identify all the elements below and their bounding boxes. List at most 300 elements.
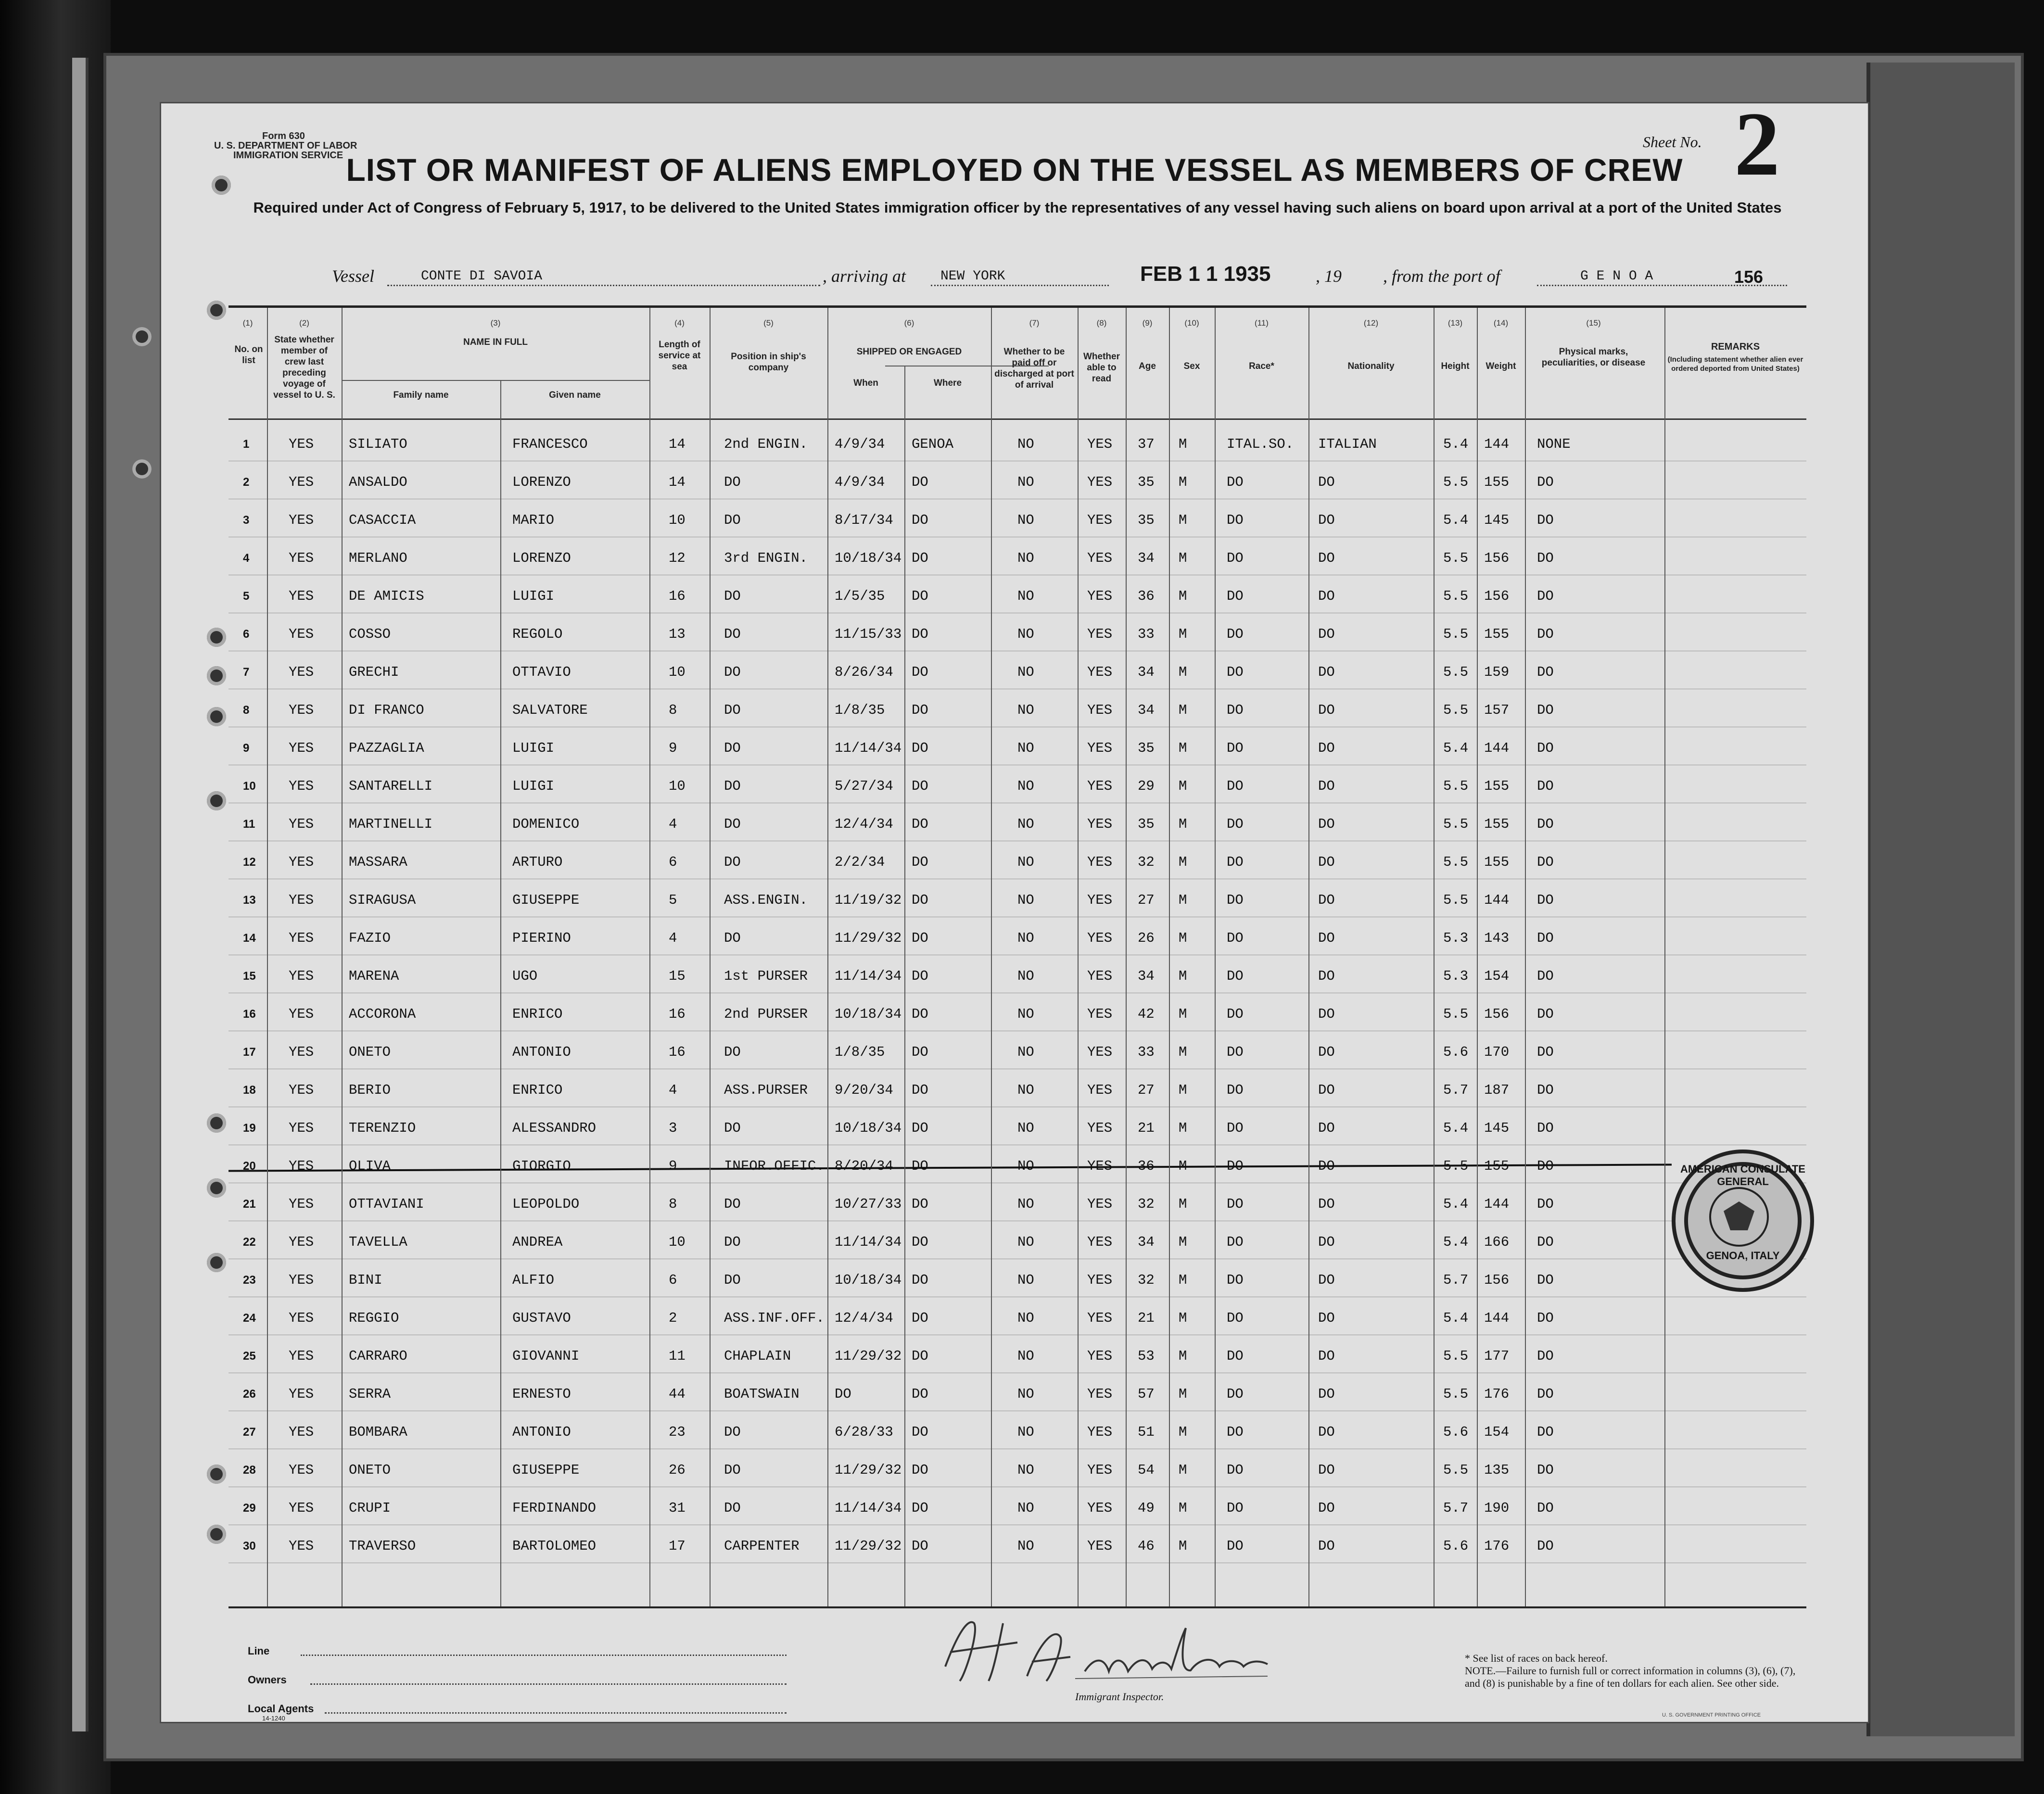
cell-race: DO <box>1227 778 1244 794</box>
column-divider <box>649 308 650 1606</box>
col-4-header: Length of service at sea <box>658 340 701 372</box>
cell-position: DO <box>724 1234 741 1250</box>
cell-able-to-read: YES <box>1087 968 1113 984</box>
cell-position: DO <box>724 1044 741 1060</box>
col-5-header: Position in ship's company <box>731 352 806 373</box>
cell-able-to-read: YES <box>1087 1006 1113 1022</box>
cell-family-name: GRECHI <box>349 664 399 680</box>
cell-service-length: 12 <box>669 550 686 566</box>
punch-hole <box>207 1178 226 1198</box>
cell-shipped-when: 12/4/34 <box>835 816 893 832</box>
cell-position: DO <box>724 854 741 870</box>
cell-given-name: ERNESTO <box>512 1386 571 1402</box>
table-row <box>229 613 1806 651</box>
cell-given-name: OTTAVIO <box>512 664 571 680</box>
cell-given-name: LUIGI <box>512 588 555 604</box>
cell-shipped-when: 8/20/34 <box>835 1158 893 1174</box>
cell-physical-marks: DO <box>1537 1006 1554 1022</box>
cell-race: DO <box>1227 664 1244 680</box>
sheet-number: 2 <box>1734 94 1780 195</box>
cell-shipped-where: DO <box>912 1462 928 1478</box>
cell-sex: M <box>1179 892 1187 908</box>
family-name-header: Family name <box>393 390 449 400</box>
cell-weight: 156 <box>1484 1006 1510 1022</box>
punch-hole <box>207 791 226 810</box>
table-row <box>229 841 1806 879</box>
cell-height: 5.5 <box>1443 1386 1469 1402</box>
table-row <box>229 1183 1806 1221</box>
cell-nationality: DO <box>1318 1424 1335 1440</box>
cell-previous-voyage: YES <box>289 1348 314 1364</box>
cell-position: DO <box>724 588 741 604</box>
cell-shipped-when: 11/14/34 <box>835 740 902 756</box>
cell-able-to-read: YES <box>1087 512 1113 528</box>
cell-shipped-where: DO <box>912 626 928 642</box>
cell-position: DO <box>724 816 741 832</box>
cell-position: DO <box>724 626 741 642</box>
cell-shipped-where: DO <box>912 968 928 984</box>
races-note: * See list of races on back hereof. <box>1465 1652 1608 1664</box>
cell-shipped-when: DO <box>835 1386 851 1402</box>
cell-position: DO <box>724 1500 741 1516</box>
manifest-sheet <box>161 94 1868 1722</box>
cell-age: 32 <box>1138 854 1155 870</box>
cell-height: 5.5 <box>1443 816 1469 832</box>
col-9-header: Age <box>1139 361 1156 371</box>
cell-service-length: 14 <box>669 474 686 490</box>
cell-physical-marks: DO <box>1537 588 1554 604</box>
cell-nationality: DO <box>1318 1044 1335 1060</box>
cell-physical-marks: DO <box>1537 892 1554 908</box>
cell-nationality: ITALIAN <box>1318 436 1377 452</box>
cell-height: 5.5 <box>1443 702 1469 718</box>
cell-age: 53 <box>1138 1348 1155 1364</box>
cell-physical-marks: DO <box>1537 1424 1554 1440</box>
cell-physical-marks: DO <box>1537 1462 1554 1478</box>
cell-paid-off: NO <box>1017 474 1034 490</box>
cell-family-name: OLIVA <box>349 1158 391 1174</box>
cell-shipped-where: DO <box>912 930 928 946</box>
cell-paid-off: NO <box>1017 1538 1034 1554</box>
cell-previous-voyage: YES <box>289 930 314 946</box>
cell-nationality: DO <box>1318 474 1335 490</box>
cell-shipped-when: 1/8/35 <box>835 1044 885 1060</box>
cell-height: 5.5 <box>1443 778 1469 794</box>
punch-hole <box>207 707 226 726</box>
cell-sex: M <box>1179 854 1187 870</box>
cell-height: 5.3 <box>1443 930 1469 946</box>
column-divider <box>1434 308 1435 1606</box>
cell-family-name: ONETO <box>349 1462 391 1478</box>
cell-paid-off: NO <box>1017 1310 1034 1326</box>
cell-family-name: CASACCIA <box>349 512 416 528</box>
vessel-name: CONTE DI SAVOIA <box>387 269 820 286</box>
service-name: IMMIGRATION SERVICE <box>233 150 343 161</box>
cell-height: 5.5 <box>1443 626 1469 642</box>
cell-paid-off: NO <box>1017 968 1034 984</box>
list-number: 156 <box>1734 267 1764 287</box>
cell-age: 54 <box>1138 1462 1155 1478</box>
cell-height: 5.5 <box>1443 1462 1469 1478</box>
cell-race: DO <box>1227 1120 1244 1136</box>
col-1-header: No. on list <box>234 344 263 366</box>
cell-able-to-read: YES <box>1087 1386 1113 1402</box>
form-number: Form 630 <box>262 131 305 141</box>
column-divider <box>1169 308 1170 1606</box>
cell-shipped-where: GENOA <box>912 436 954 452</box>
cell-family-name: BINI <box>349 1272 382 1288</box>
cell-shipped-where: DO <box>912 740 928 756</box>
cell-height: 5.7 <box>1443 1500 1469 1516</box>
cell-given-name: FERDINANDO <box>512 1500 597 1516</box>
document-subtitle: Required under Act of Congress of February 5, 1917, to be delivered to the United States immigration officer by the representatives of any vessel having such aliens on board upon arrival at a port of the United States <box>253 199 1782 216</box>
cell-race: DO <box>1227 1500 1244 1516</box>
cell-shipped-when: 6/28/33 <box>835 1424 893 1440</box>
cell-position: ASS.ENGIN. <box>724 892 808 908</box>
cell-paid-off: NO <box>1017 892 1034 908</box>
cell-list-number: 18 <box>243 1084 256 1097</box>
cell-service-length: 2 <box>669 1310 677 1326</box>
cell-given-name: ENRICO <box>512 1006 563 1022</box>
cell-list-number: 4 <box>243 552 250 565</box>
cell-paid-off: NO <box>1017 1120 1034 1136</box>
cell-race: DO <box>1227 1462 1244 1478</box>
cell-race: DO <box>1227 1424 1244 1440</box>
cell-shipped-when: 4/9/34 <box>835 474 885 490</box>
cell-able-to-read: YES <box>1087 1462 1113 1478</box>
cell-shipped-where: DO <box>912 588 928 604</box>
cell-physical-marks: DO <box>1537 854 1554 870</box>
cell-race: DO <box>1227 1196 1244 1212</box>
cell-paid-off: NO <box>1017 778 1034 794</box>
cell-given-name: REGOLO <box>512 626 563 642</box>
cell-service-length: 16 <box>669 588 686 604</box>
cell-nationality: DO <box>1318 664 1335 680</box>
cell-paid-off: NO <box>1017 702 1034 718</box>
cell-race: DO <box>1227 1386 1244 1402</box>
cell-weight: 144 <box>1484 1196 1510 1212</box>
cell-weight: 155 <box>1484 778 1510 794</box>
backboard-right <box>1866 63 2015 1736</box>
cell-service-length: 10 <box>669 512 686 528</box>
cell-list-number: 26 <box>243 1388 256 1401</box>
cell-physical-marks: DO <box>1537 1310 1554 1326</box>
cell-list-number: 29 <box>243 1502 256 1515</box>
column-divider <box>500 380 501 1606</box>
cell-physical-marks: DO <box>1537 474 1554 490</box>
cell-list-number: 8 <box>243 704 250 717</box>
cell-weight: 176 <box>1484 1386 1510 1402</box>
cell-shipped-when: 11/29/32 <box>835 1538 902 1554</box>
cell-weight: 155 <box>1484 1158 1510 1174</box>
cell-service-length: 16 <box>669 1006 686 1022</box>
cell-position: DO <box>724 1196 741 1212</box>
cell-paid-off: NO <box>1017 1348 1034 1364</box>
cell-paid-off: NO <box>1017 1196 1034 1212</box>
cell-shipped-when: 8/26/34 <box>835 664 893 680</box>
department-name: U. S. DEPARTMENT OF LABOR <box>214 140 357 151</box>
cell-able-to-read: YES <box>1087 1424 1113 1440</box>
table-row <box>229 917 1806 955</box>
cell-previous-voyage: YES <box>289 1462 314 1478</box>
cell-nationality: DO <box>1318 854 1335 870</box>
cell-physical-marks: DO <box>1537 1538 1554 1554</box>
cell-position: CHAPLAIN <box>724 1348 791 1364</box>
cell-physical-marks: DO <box>1537 512 1554 528</box>
cell-weight: 155 <box>1484 854 1510 870</box>
cell-height: 5.4 <box>1443 1196 1469 1212</box>
cell-able-to-read: YES <box>1087 854 1113 870</box>
cell-sex: M <box>1179 1044 1187 1060</box>
col-11-header: Race* <box>1249 361 1274 371</box>
cell-height: 5.5 <box>1443 474 1469 490</box>
punch-hole <box>207 628 226 647</box>
cell-height: 5.5 <box>1443 1006 1469 1022</box>
cell-shipped-when: 10/18/34 <box>835 1272 902 1288</box>
cell-able-to-read: YES <box>1087 1158 1113 1174</box>
cell-shipped-where: DO <box>912 1082 928 1098</box>
cell-sex: M <box>1179 1082 1187 1098</box>
cell-physical-marks: DO <box>1537 664 1554 680</box>
cell-list-number: 17 <box>243 1046 256 1059</box>
cell-family-name: CRUPI <box>349 1500 391 1516</box>
cell-nationality: DO <box>1318 1158 1335 1174</box>
cell-position: CARPENTER <box>724 1538 800 1554</box>
cell-able-to-read: YES <box>1087 436 1113 452</box>
table-row <box>229 879 1806 917</box>
cell-list-number: 11 <box>243 818 255 831</box>
cell-list-number: 10 <box>243 780 256 793</box>
cell-previous-voyage: YES <box>289 1120 314 1136</box>
cell-age: 26 <box>1138 930 1155 946</box>
table-row <box>229 803 1806 841</box>
stamp-text: AMERICAN CONSULATE GENERAL <box>1680 1163 1805 1188</box>
table-row <box>229 1145 1806 1183</box>
cell-service-length: 23 <box>669 1424 686 1440</box>
cell-shipped-where: DO <box>912 1424 928 1440</box>
cell-given-name: ANTONIO <box>512 1044 571 1060</box>
departure-port: G E N O A <box>1537 269 1787 286</box>
cell-paid-off: NO <box>1017 436 1034 452</box>
cell-family-name: DE AMICIS <box>349 588 424 604</box>
cell-family-name: REGGIO <box>349 1310 399 1326</box>
cell-race: DO <box>1227 1158 1244 1174</box>
cell-physical-marks: DO <box>1537 1386 1554 1402</box>
cell-family-name: MERLANO <box>349 550 407 566</box>
cell-age: 49 <box>1138 1500 1155 1516</box>
cell-previous-voyage: YES <box>289 474 314 490</box>
cell-weight: 187 <box>1484 1082 1510 1098</box>
cell-able-to-read: YES <box>1087 664 1113 680</box>
table-row <box>229 1373 1806 1411</box>
cell-height: 5.5 <box>1443 1158 1469 1174</box>
cell-sex: M <box>1179 1500 1187 1516</box>
cell-age: 46 <box>1138 1538 1155 1554</box>
cell-race: DO <box>1227 816 1244 832</box>
cell-given-name: UGO <box>512 968 538 984</box>
cell-family-name: TERENZIO <box>349 1120 416 1136</box>
cell-nationality: DO <box>1318 1462 1335 1478</box>
cell-position: INFOR.OFFIC. <box>724 1158 825 1174</box>
cell-height: 5.5 <box>1443 588 1469 604</box>
cell-nationality: DO <box>1318 1006 1335 1022</box>
cell-given-name: GUSTAVO <box>512 1310 571 1326</box>
cell-race: DO <box>1227 1538 1244 1554</box>
cell-shipped-when: 11/29/32 <box>835 930 902 946</box>
cell-list-number: 9 <box>243 742 250 755</box>
vessel-label: Vessel <box>332 266 374 286</box>
cell-paid-off: NO <box>1017 854 1034 870</box>
cell-given-name: BARTOLOMEO <box>512 1538 597 1554</box>
cell-sex: M <box>1179 1386 1187 1402</box>
cell-race: DO <box>1227 1234 1244 1250</box>
cell-nationality: DO <box>1318 1234 1335 1250</box>
cell-family-name: CARRARO <box>349 1348 407 1364</box>
punch-hole <box>207 1253 226 1272</box>
cell-able-to-read: YES <box>1087 626 1113 642</box>
cell-shipped-where: DO <box>912 778 928 794</box>
cell-race: DO <box>1227 1348 1244 1364</box>
cell-shipped-where: DO <box>912 664 928 680</box>
cell-family-name: MARTINELLI <box>349 816 433 832</box>
cell-weight: 170 <box>1484 1044 1510 1060</box>
cell-able-to-read: YES <box>1087 1348 1113 1364</box>
col-7-number: (7) <box>1029 318 1040 328</box>
cell-shipped-when: 4/9/34 <box>835 436 885 452</box>
column-divider <box>1308 308 1309 1606</box>
cell-able-to-read: YES <box>1087 1044 1113 1060</box>
cell-list-number: 16 <box>243 1008 256 1021</box>
cell-age: 35 <box>1138 740 1155 756</box>
cell-height: 5.5 <box>1443 854 1469 870</box>
cell-list-number: 23 <box>243 1274 256 1287</box>
cell-physical-marks: DO <box>1537 1272 1554 1288</box>
cell-family-name: BERIO <box>349 1082 391 1098</box>
header-separator <box>229 418 1806 420</box>
cell-able-to-read: YES <box>1087 1272 1113 1288</box>
cell-service-length: 10 <box>669 1234 686 1250</box>
cell-list-number: 5 <box>243 590 250 603</box>
cell-shipped-when: 11/29/32 <box>835 1348 902 1364</box>
cell-nationality: DO <box>1318 550 1335 566</box>
cell-shipped-when: 1/8/35 <box>835 702 885 718</box>
cell-able-to-read: YES <box>1087 702 1113 718</box>
table-row <box>229 1449 1806 1487</box>
cell-physical-marks: DO <box>1537 1158 1554 1174</box>
column-divider <box>827 308 828 1606</box>
cell-service-length: 11 <box>669 1348 686 1364</box>
cell-paid-off: NO <box>1017 1044 1034 1060</box>
cell-position: DO <box>724 778 741 794</box>
col-2-number: (2) <box>299 318 309 328</box>
cell-physical-marks: DO <box>1537 930 1554 946</box>
cell-shipped-when: 11/14/34 <box>835 968 902 984</box>
cell-physical-marks: DO <box>1537 740 1554 756</box>
table-row <box>229 499 1806 537</box>
inspector-signature <box>931 1609 1277 1691</box>
cell-position: 3rd ENGIN. <box>724 550 808 566</box>
cell-height: 5.5 <box>1443 1348 1469 1364</box>
year-label: , 19 <box>1316 266 1342 286</box>
col-1-number: (1) <box>242 318 253 328</box>
table-row <box>229 1107 1806 1145</box>
cell-service-length: 13 <box>669 626 686 642</box>
cell-previous-voyage: YES <box>289 816 314 832</box>
cell-shipped-where: DO <box>912 892 928 908</box>
cell-age: 29 <box>1138 778 1155 794</box>
cell-position: DO <box>724 1120 741 1136</box>
cell-sex: M <box>1179 1348 1187 1364</box>
cell-list-number: 15 <box>243 970 256 983</box>
col-5-number: (5) <box>763 318 774 328</box>
cell-able-to-read: YES <box>1087 1500 1113 1516</box>
cell-age: 27 <box>1138 1082 1155 1098</box>
cell-height: 5.7 <box>1443 1082 1469 1098</box>
cell-age: 32 <box>1138 1196 1155 1212</box>
cell-height: 5.5 <box>1443 892 1469 908</box>
cell-service-length: 10 <box>669 664 686 680</box>
cell-shipped-when: 10/18/34 <box>835 1006 902 1022</box>
cell-shipped-when: 10/18/34 <box>835 550 902 566</box>
cell-family-name: MASSARA <box>349 854 407 870</box>
col-10-header: Sex <box>1183 361 1200 371</box>
cell-service-length: 9 <box>669 740 677 756</box>
column-divider <box>267 308 268 1606</box>
cell-previous-voyage: YES <box>289 778 314 794</box>
cell-paid-off: NO <box>1017 664 1034 680</box>
cell-weight: 156 <box>1484 550 1510 566</box>
cell-previous-voyage: YES <box>289 702 314 718</box>
cell-nationality: DO <box>1318 816 1335 832</box>
cell-position: DO <box>724 512 741 528</box>
cell-height: 5.4 <box>1443 740 1469 756</box>
cell-able-to-read: YES <box>1087 1196 1113 1212</box>
crew-manifest-table <box>229 305 1806 1608</box>
cell-sex: M <box>1179 968 1187 984</box>
cell-race: DO <box>1227 474 1244 490</box>
cell-height: 5.5 <box>1443 664 1469 680</box>
cell-weight: 143 <box>1484 930 1510 946</box>
cell-list-number: 28 <box>243 1464 256 1477</box>
cell-weight: 155 <box>1484 816 1510 832</box>
cell-nationality: DO <box>1318 968 1335 984</box>
arrival-port: NEW YORK <box>931 269 1109 286</box>
cell-race: DO <box>1227 512 1244 528</box>
cell-family-name: FAZIO <box>349 930 391 946</box>
cell-previous-voyage: YES <box>289 588 314 604</box>
cell-paid-off: NO <box>1017 816 1034 832</box>
cell-sex: M <box>1179 664 1187 680</box>
sheet-number-label: Sheet No. <box>1643 133 1702 151</box>
col-13-number: (13) <box>1447 318 1463 328</box>
cell-able-to-read: YES <box>1087 930 1113 946</box>
cell-weight: 166 <box>1484 1234 1510 1250</box>
cell-physical-marks: DO <box>1537 626 1554 642</box>
cell-sex: M <box>1179 1196 1187 1212</box>
cell-given-name: ANDREA <box>512 1234 563 1250</box>
cell-list-number: 25 <box>243 1350 256 1363</box>
cell-physical-marks: DO <box>1537 1196 1554 1212</box>
cell-service-length: 8 <box>669 702 677 718</box>
cell-service-length: 4 <box>669 816 677 832</box>
cell-age: 37 <box>1138 436 1155 452</box>
cell-position: DO <box>724 664 741 680</box>
cell-sex: M <box>1179 550 1187 566</box>
cell-given-name: GIORGIO <box>512 1158 571 1174</box>
table-row <box>229 727 1806 765</box>
local-agents-field <box>325 1712 787 1714</box>
cell-sex: M <box>1179 778 1187 794</box>
